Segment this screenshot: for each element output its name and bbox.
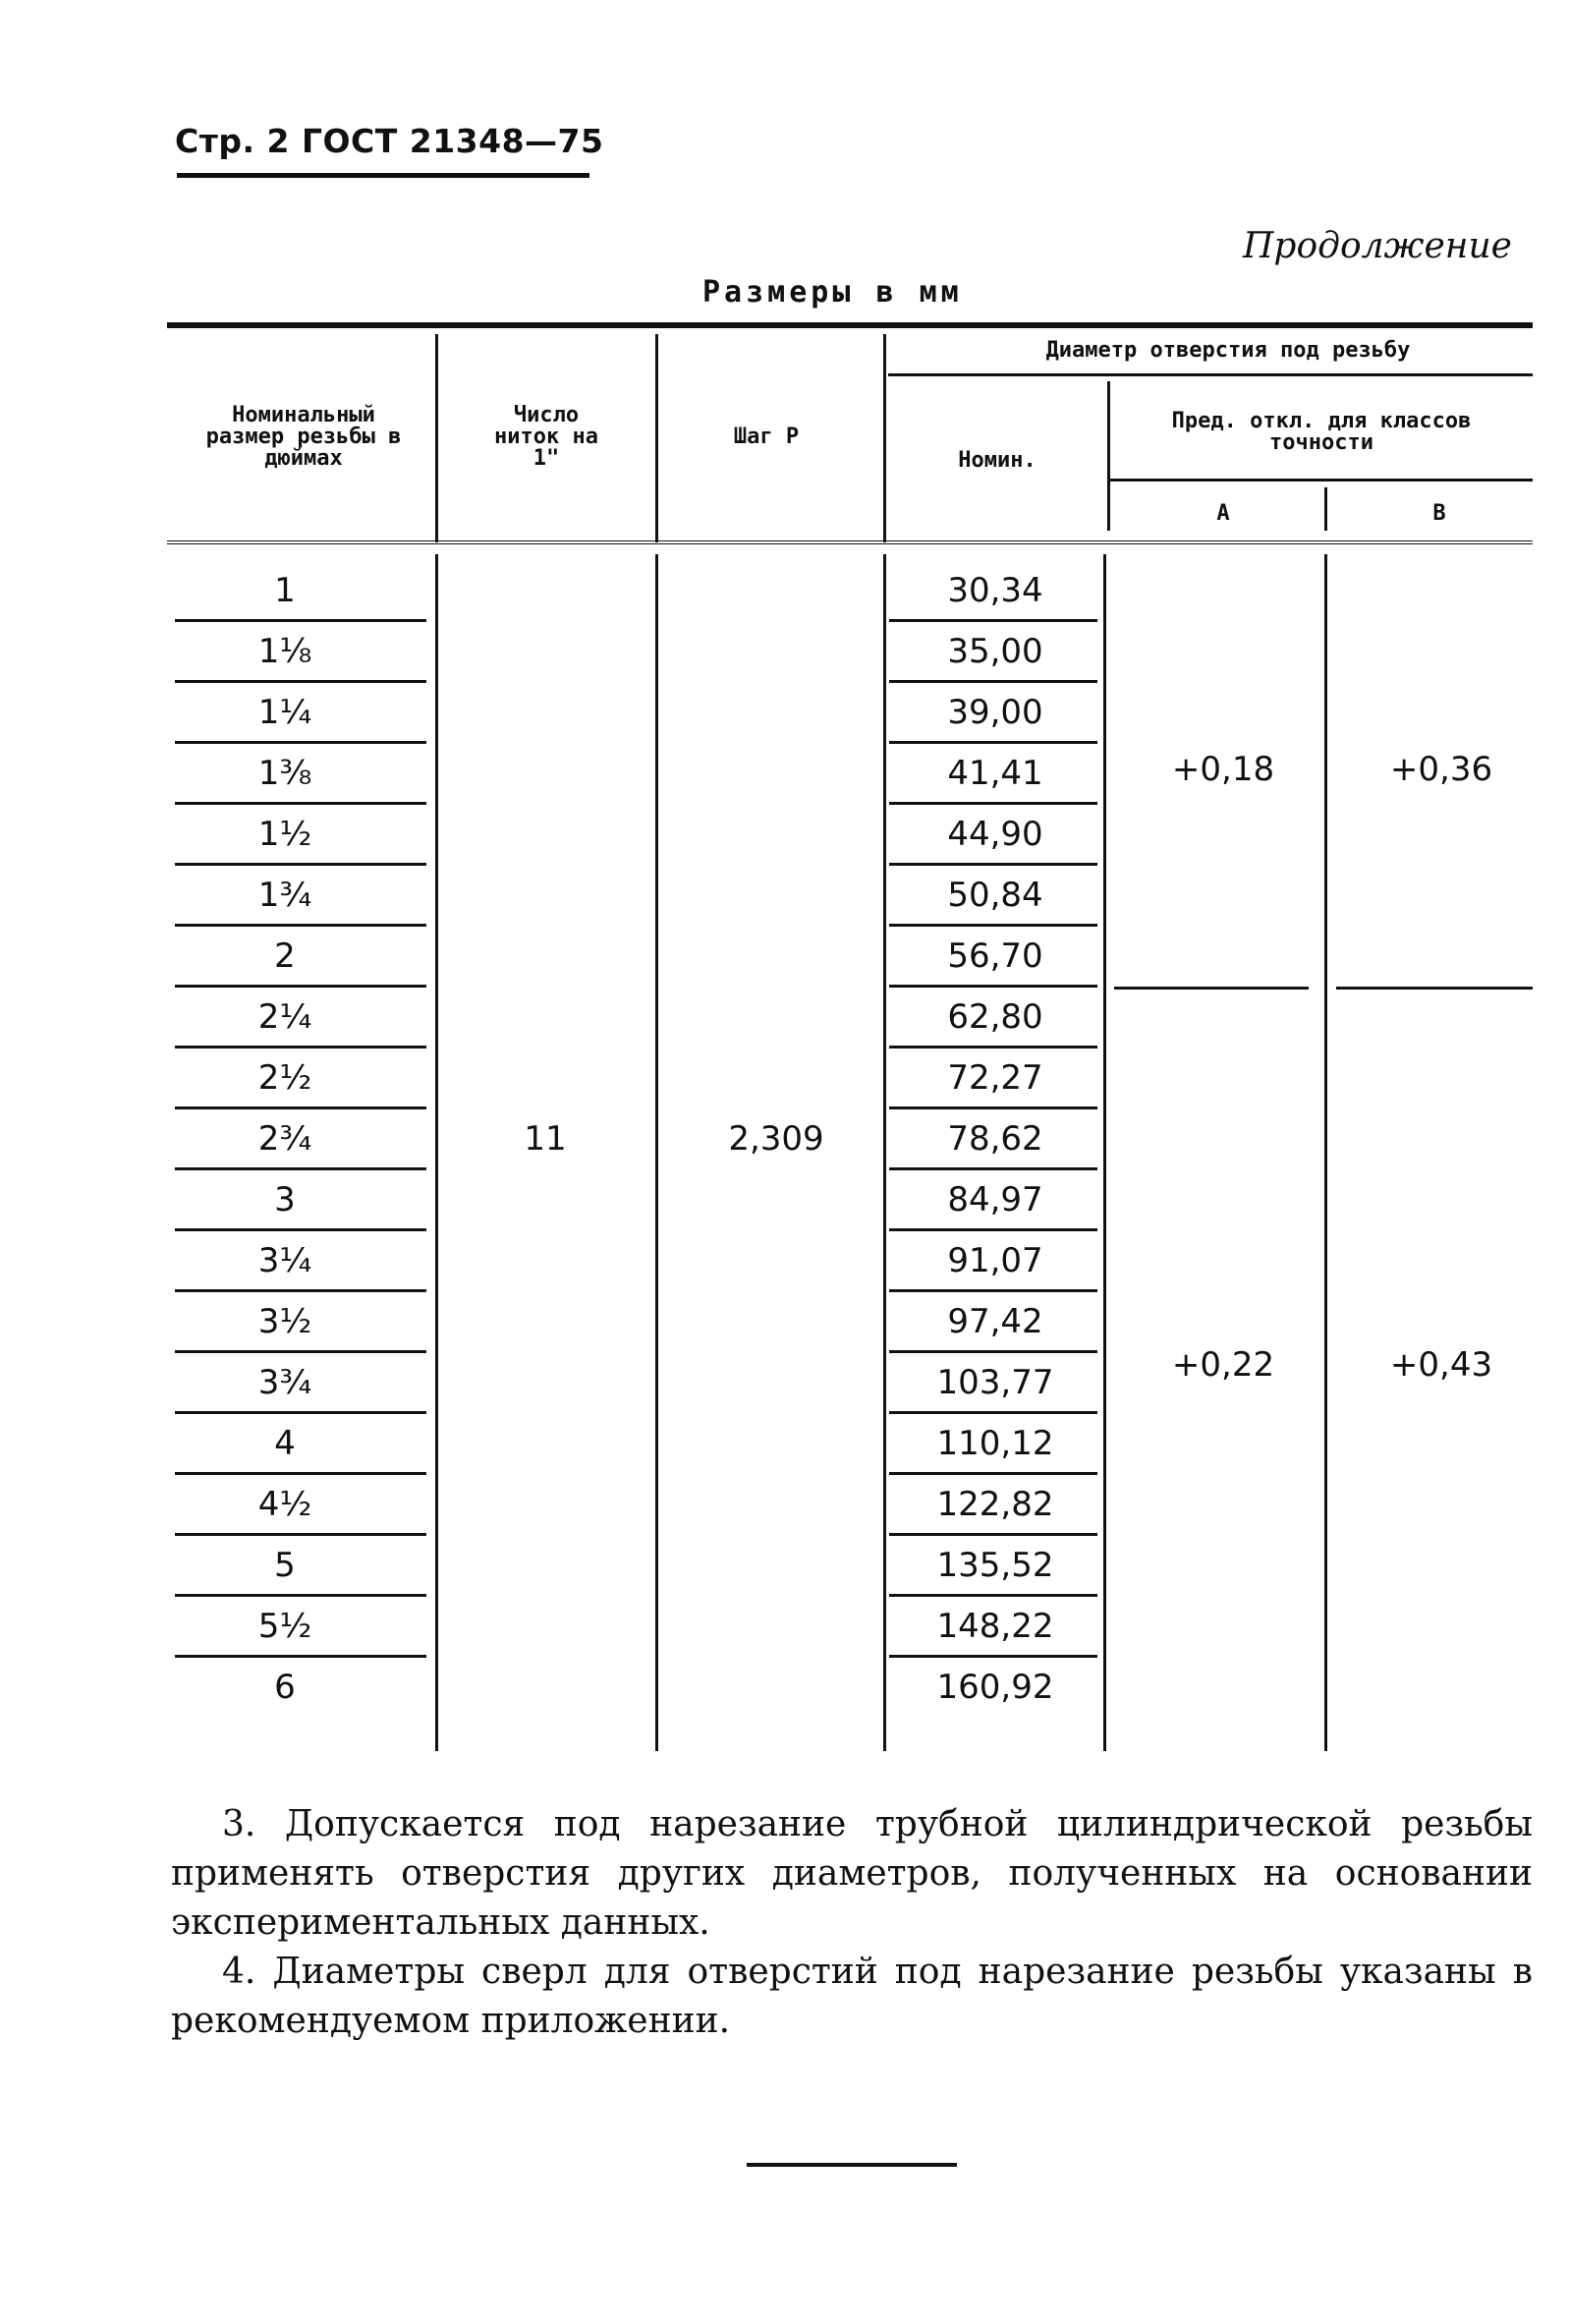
row-rule (889, 1167, 1097, 1170)
size-cell: 3¾ (257, 1363, 312, 1402)
row-rule (889, 1350, 1097, 1353)
row-rule (175, 1655, 426, 1658)
row-rule (889, 1046, 1097, 1049)
diameter-cell: 97,42 (947, 1302, 1043, 1341)
row-rule (175, 619, 426, 622)
header-threads-count: Число ниток на 1" (494, 403, 598, 471)
diameter-cell: 160,92 (936, 1668, 1054, 1707)
row-rule (889, 619, 1097, 622)
diameter-cell: 35,00 (947, 632, 1043, 671)
header-nominal-size: Номинальный размер резьбы в дюймах (205, 403, 402, 471)
row-rule (889, 680, 1097, 683)
notes (171, 1800, 1533, 2046)
column-divider (435, 554, 438, 1751)
table-top-rule (167, 322, 1533, 328)
header-hole-diameter: Диаметр отверстия под резьбу (1045, 338, 1411, 363)
row-rule (889, 1106, 1097, 1109)
row-rule (889, 1472, 1097, 1475)
header-nominal-diameter: Номин. (958, 448, 1037, 473)
row-rule (889, 741, 1097, 744)
row-rule (889, 1655, 1097, 1658)
tolerance-b-group-1: +0,36 (1389, 750, 1493, 789)
row-rule (175, 1228, 426, 1231)
units-caption: Размеры в мм (702, 275, 963, 310)
header-subrule (1110, 479, 1533, 482)
diameter-cell: 39,00 (947, 693, 1043, 732)
row-rule (175, 741, 426, 744)
row-rule (889, 1594, 1097, 1597)
tolerance-a-group-2: +0,22 (1171, 1345, 1275, 1385)
column-divider (1103, 554, 1106, 1751)
size-cell: 5 (274, 1546, 296, 1585)
size-cell: 6 (274, 1668, 296, 1707)
row-rule (889, 1228, 1097, 1231)
row-rule (889, 985, 1097, 988)
row-rule (175, 802, 426, 805)
note-3: 3. Допускается под нарезание трубной цилиндрической резьбы применять отверстия других диаметров, полученных на основании экспериментальных данных. (171, 1804, 1533, 1943)
header-deviation: Пред. откл. для классов точности (1171, 409, 1472, 455)
row-rule (175, 1411, 426, 1414)
size-cell: 1¼ (257, 693, 312, 732)
row-rule (889, 1533, 1097, 1536)
size-cell: 1¾ (257, 876, 312, 915)
size-cell: 3 (274, 1180, 296, 1219)
header-class-b: В (1432, 501, 1446, 526)
header-underline (177, 173, 589, 178)
diameter-cell: 91,07 (947, 1241, 1043, 1280)
size-cell: 1⅛ (257, 632, 312, 671)
row-rule (175, 1472, 426, 1475)
diameter-cell: 41,41 (947, 754, 1043, 793)
diameter-cell: 44,90 (947, 815, 1043, 854)
size-cell: 3¼ (257, 1241, 312, 1280)
row-rule (889, 863, 1097, 866)
diameter-cell: 135,52 (936, 1546, 1054, 1585)
diameter-cell: 72,27 (947, 1058, 1043, 1098)
size-cell: 5½ (257, 1607, 312, 1646)
column-divider (883, 334, 886, 542)
diameter-cell: 148,22 (936, 1607, 1054, 1646)
size-cell: 1⅜ (257, 754, 312, 793)
column-divider (1324, 554, 1327, 1751)
tolerance-group-divider (1336, 987, 1533, 990)
header-pitch: Шаг P (733, 425, 800, 449)
row-rule (175, 1106, 426, 1109)
row-rule (175, 985, 426, 988)
diameter-cell: 62,80 (947, 997, 1043, 1037)
column-divider (435, 334, 438, 542)
row-rule (889, 1411, 1097, 1414)
header-class-a: А (1216, 501, 1230, 526)
diameter-cell: 56,70 (947, 936, 1043, 976)
diameter-cell: 110,12 (936, 1424, 1054, 1463)
diameter-cell: 122,82 (936, 1485, 1054, 1524)
end-rule (747, 2163, 957, 2167)
size-cell: 2¾ (257, 1119, 312, 1159)
row-rule (175, 1350, 426, 1353)
row-rule (175, 1594, 426, 1597)
size-cell: 4½ (257, 1485, 312, 1524)
column-divider (655, 554, 658, 1751)
size-cell: 3½ (257, 1302, 312, 1341)
row-rule (889, 1289, 1097, 1292)
row-rule (175, 924, 426, 927)
column-divider (1324, 487, 1327, 531)
size-cell: 4 (274, 1424, 296, 1463)
row-rule (889, 924, 1097, 927)
page-reference: Стр. 2 ГОСТ 21348—75 (175, 122, 604, 160)
header-subrule (888, 373, 1533, 376)
tolerance-a-group-1: +0,18 (1171, 750, 1275, 789)
note-4: 4. Диаметры сверл для отверстий под нарезание резьбы указаны в рекомендуемом приложении. (171, 1952, 1533, 2041)
row-rule (175, 1289, 426, 1292)
diameter-cell: 103,77 (936, 1363, 1054, 1402)
threads-per-inch-value: 11 (524, 1119, 567, 1159)
row-rule (175, 680, 426, 683)
size-cell: 2¼ (257, 997, 312, 1037)
tolerance-b-group-2: +0,43 (1389, 1345, 1493, 1385)
pitch-value: 2,309 (728, 1119, 824, 1159)
size-cell: 1 (274, 571, 296, 610)
diameter-cell: 78,62 (947, 1119, 1043, 1159)
continuation-label: Продолжение (1243, 226, 1512, 266)
row-rule (175, 1046, 426, 1049)
row-rule (175, 1167, 426, 1170)
diameter-cell: 30,34 (947, 571, 1043, 610)
row-rule (175, 1533, 426, 1536)
row-rule (175, 863, 426, 866)
column-divider (655, 334, 658, 542)
tolerance-group-divider (1114, 987, 1309, 990)
size-cell: 1½ (257, 815, 312, 854)
row-rule (889, 802, 1097, 805)
size-cell: 2 (274, 936, 296, 976)
column-divider (1107, 381, 1110, 531)
size-cell: 2½ (257, 1058, 312, 1098)
diameter-cell: 50,84 (947, 876, 1043, 915)
column-divider (883, 554, 886, 1751)
diameter-cell: 84,97 (947, 1180, 1043, 1219)
header-bottom-rule (167, 540, 1533, 548)
